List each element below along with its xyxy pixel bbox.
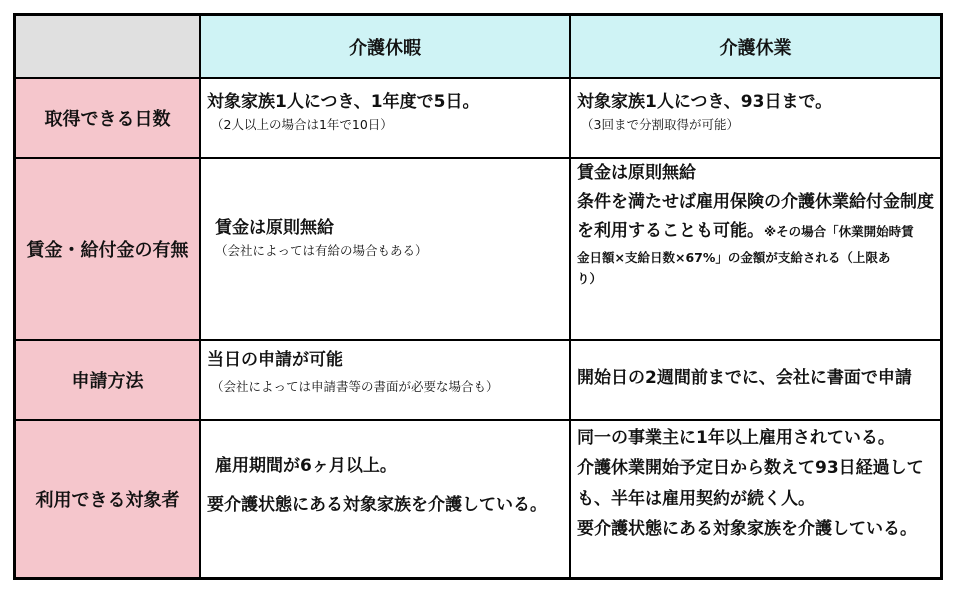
absence-pay-line3-wrap	[577, 217, 934, 246]
absence-eligibility-line2: 介護休業開始予定日から数えて93日経過して	[577, 458, 924, 479]
row-label-application: 申請方法	[71, 371, 144, 392]
row-label-days: 取得できる日数	[44, 109, 171, 130]
comparison-table	[13, 13, 943, 580]
cell-leave-days	[201, 79, 571, 159]
header-corner	[16, 16, 201, 79]
absence-days-note: （3回まで分割取得が可能）	[581, 117, 739, 133]
absence-eligibility-line4: 要介護状態にある対象家族を介護している。	[577, 518, 917, 539]
cell-absence-application	[571, 341, 940, 421]
leave-application-note: （会社によっては申請書等の書面が必要な場合も）	[211, 379, 499, 395]
cell-absence-eligibility	[571, 421, 940, 577]
absence-pay-note-a: ※その場合「休業開始時賃	[764, 224, 914, 240]
cell-absence-days	[571, 79, 940, 159]
leave-pay-note: （会社によっては有給の場合もある）	[215, 243, 428, 259]
absence-eligibility-line3: も、半年は雇用契約が続く人。	[577, 488, 815, 509]
row-header-pay	[16, 159, 201, 341]
row-header-days	[16, 79, 201, 159]
absence-pay-line3: を利用することも可能。	[577, 221, 764, 242]
row-label-eligibility: 利用できる対象者	[35, 490, 180, 511]
leave-days-main: 対象家族1人につき、1年度で5日。	[207, 92, 480, 112]
row-header-application	[16, 341, 201, 421]
row-header-eligibility	[16, 421, 201, 577]
cell-leave-pay	[201, 159, 571, 341]
leave-eligibility-line1: 雇用期間が6ヶ月以上。	[215, 456, 397, 476]
header-kaigo-kyuka-label: 介護休暇	[349, 37, 421, 59]
leave-pay-main: 賃金は原則無給	[215, 218, 334, 238]
leave-days-note: （2人以上の場合は1年で10日）	[211, 117, 393, 133]
absence-application-main: 開始日の2週間前までに、会社に書面で申請	[577, 368, 912, 388]
header-kaigo-kyuka	[201, 16, 571, 79]
leave-application-main: 当日の申請が可能	[207, 350, 343, 370]
absence-pay-line2: 条件を満たせば雇用保険の介護休業給付金制度	[577, 192, 934, 213]
absence-pay-line1: 賃金は原則無給	[577, 163, 696, 183]
leave-eligibility-line2: 要介護状態にある対象家族を介護している。	[207, 495, 547, 516]
absence-pay-note-c: り）	[577, 271, 603, 287]
header-kaigo-kyugyo	[571, 16, 940, 79]
cell-absence-pay	[571, 159, 940, 341]
cell-leave-application	[201, 341, 571, 421]
header-kaigo-kyugyo-label: 介護休業	[719, 37, 792, 59]
absence-pay-note-b: 金日額×支給日数×67%」の金額が支給される（上限あ	[577, 249, 891, 265]
row-label-pay: 賃金・給付金の有無	[26, 240, 189, 261]
absence-days-main: 対象家族1人につき、93日まで。	[577, 92, 833, 112]
absence-eligibility-line1: 同一の事業主に1年以上雇用されている。	[577, 428, 895, 448]
cell-leave-eligibility	[201, 421, 571, 577]
